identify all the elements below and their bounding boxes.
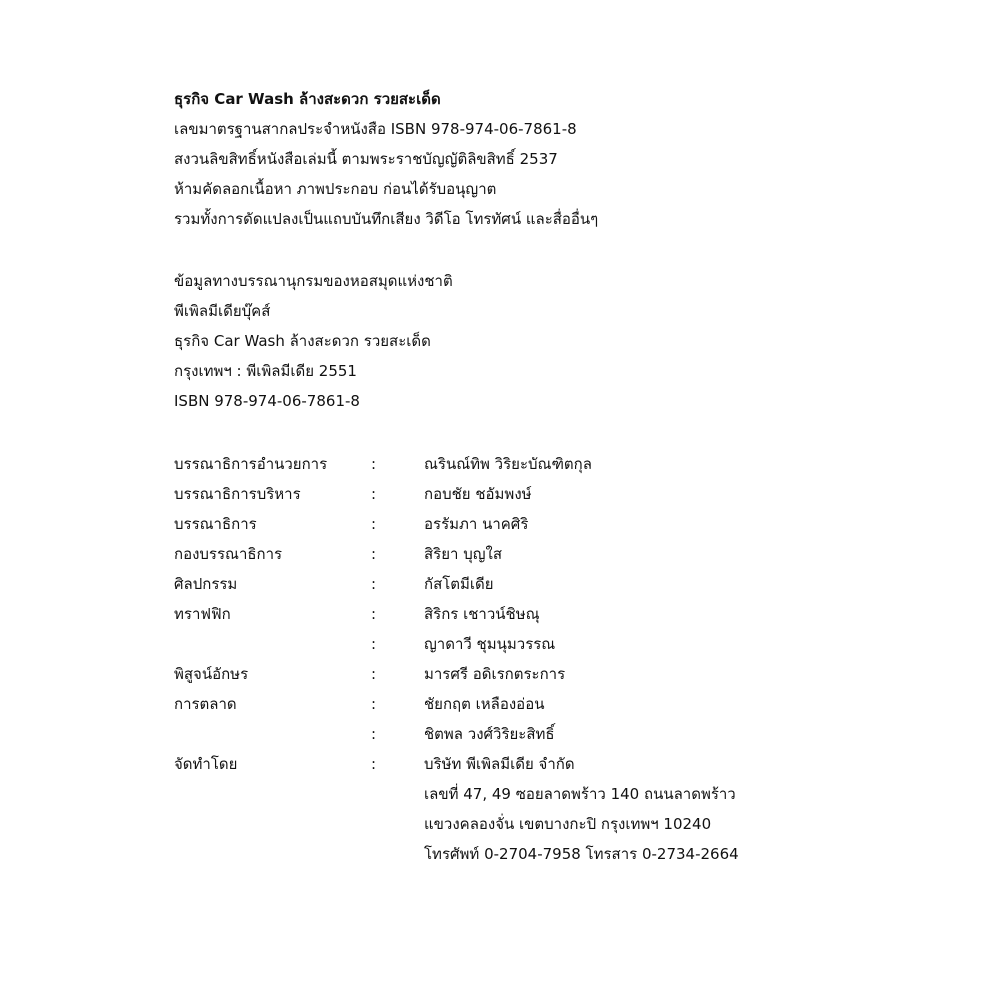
- credit-separator: :: [371, 605, 377, 623]
- credit-separator: :: [371, 725, 377, 743]
- credit-separator: :: [371, 515, 377, 533]
- credit-row: [174, 479, 974, 509]
- credit-separator: :: [371, 755, 377, 773]
- publisher-address-street: เลขที่ 47, 49 ซอยลาดพร้าว 140 ถนนลาดพร้าว: [424, 785, 736, 803]
- credit-separator: :: [371, 455, 377, 473]
- credit-row: [174, 659, 974, 689]
- copyright-notice: สงวนลิขสิทธิ์หนังสือเล่มนี้ ตามพระราชบัญญัติลิขสิทธิ์ 2537: [174, 150, 558, 168]
- catalog-heading: ข้อมูลทางบรรณานุกรมของหอสมุดแห่งชาติ: [174, 272, 453, 290]
- credit-role: ศิลปกรรม: [174, 575, 238, 593]
- copyright-block: [174, 84, 974, 234]
- credits-block: [174, 449, 974, 869]
- credit-name: ชิตพล วงศ์วิริยะสิทธิ์: [424, 725, 555, 743]
- catalog-publisher: พีเพิลมีเดียบุ๊คส์: [174, 302, 271, 320]
- credit-separator: :: [371, 545, 377, 563]
- credit-role: การตลาด: [174, 695, 237, 713]
- catalog-block: [174, 266, 974, 416]
- credit-role: บรรณาธิการบริหาร: [174, 485, 301, 503]
- credit-name: มารศรี อดิเรกตระการ: [424, 665, 566, 683]
- isbn-line: เลขมาตรฐานสากลประจำหนังสือ ISBN 978-974-06-7861-8: [174, 120, 577, 138]
- catalog-imprint: กรุงเทพฯ : พีเพิลมีเดีย 2551: [174, 362, 357, 380]
- credit-row: [174, 629, 974, 659]
- credit-row: [174, 569, 974, 599]
- credit-separator: :: [371, 695, 377, 713]
- credit-name: กัสโตมีเดีย: [424, 575, 494, 593]
- credit-name: ญาดาวี ชุมนุมวรรณ: [424, 635, 556, 653]
- credit-row: [174, 539, 974, 569]
- credit-name: กอบชัย ชอัมพงษ์: [424, 485, 532, 503]
- credit-role: ทราฟฟิก: [174, 605, 231, 623]
- book-title: ธุรกิจ Car Wash ล้างสะดวก รวยสะเด็ด: [174, 90, 441, 108]
- credit-row: [174, 509, 974, 539]
- credit-role: บรรณาธิการ: [174, 515, 257, 533]
- credit-name: บริษัท พีเพิลมีเดีย จำกัด: [424, 755, 575, 773]
- credit-name: สิริกร เชาวน์ชิษณุ: [424, 605, 540, 623]
- copyright-page: [174, 84, 974, 869]
- credit-name: อรรัมภา นาคศิริ: [424, 515, 529, 533]
- catalog-isbn: ISBN 978-974-06-7861-8: [174, 392, 360, 410]
- credit-separator: :: [371, 575, 377, 593]
- credit-separator: :: [371, 485, 377, 503]
- credit-name: ชัยกฤต เหลืองอ่อน: [424, 695, 545, 713]
- credit-role: พิสูจน์อักษร: [174, 665, 249, 683]
- credit-row: [174, 449, 974, 479]
- credit-role: กองบรรณาธิการ: [174, 545, 283, 563]
- credit-role: บรรณาธิการอำนวยการ: [174, 455, 328, 473]
- credit-row: [174, 689, 974, 719]
- publisher-phone-fax: โทรศัพท์ 0-2704-7958 โทรสาร 0-2734-2664: [424, 845, 739, 863]
- publisher-address-district: แขวงคลองจั่น เขตบางกะปิ กรุงเทพฯ 10240: [424, 815, 712, 833]
- credit-separator: :: [371, 635, 377, 653]
- copy-prohibition: ห้ามคัดลอกเนื้อหา ภาพประกอบ ก่อนได้รับอนุญาต: [174, 180, 497, 198]
- credit-row: [174, 749, 974, 779]
- adaptation-prohibition: รวมทั้งการดัดแปลงเป็นแถบบันทึกเสียง วิดีโอ โทรทัศน์ และสื่ออื่นๆ: [174, 210, 599, 228]
- credit-separator: :: [371, 665, 377, 683]
- credit-name: ณรินณ์ทิพ วิริยะบัณฑิตกุล: [424, 455, 592, 473]
- credit-role: จัดทำโดย: [174, 755, 238, 773]
- credit-row: [174, 719, 974, 749]
- credit-name: สิริยา บุญใส: [424, 545, 502, 563]
- credit-row: [174, 599, 974, 629]
- catalog-title: ธุรกิจ Car Wash ล้างสะดวก รวยสะเด็ด: [174, 332, 431, 350]
